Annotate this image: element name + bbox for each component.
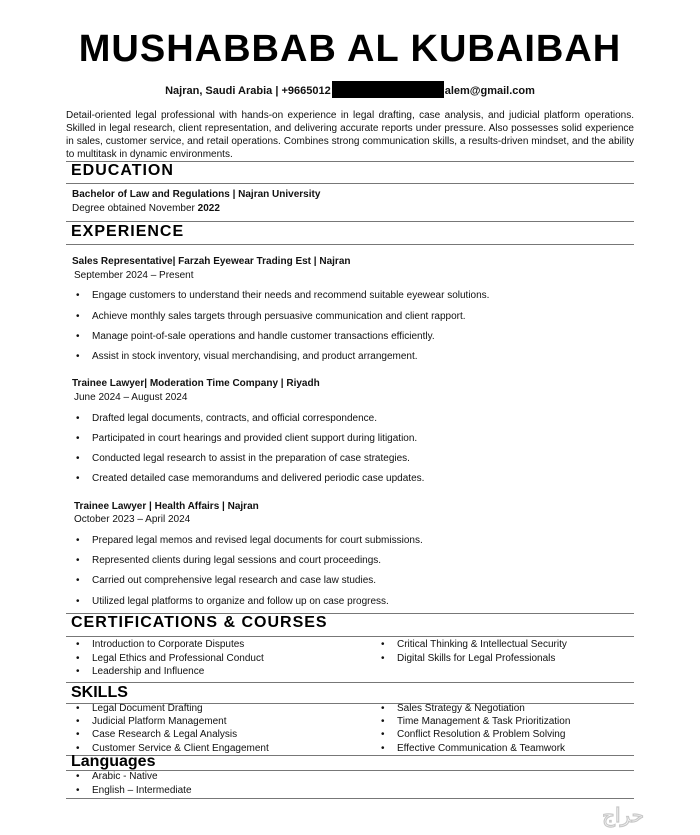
education-heading: EDUCATION	[71, 162, 174, 179]
language-text: English – Intermediate	[92, 785, 192, 796]
experience-heading: EXPERIENCE	[71, 223, 185, 240]
skill-item	[397, 703, 525, 715]
job-bullet	[92, 311, 466, 323]
professional-summary: Detail-oriented legal professional with hands-on experience in legal drafting, case analysis, and judicial platform operations. Skilled in legal research, client representation, and delivering accurate reports under pressure. Also possesses solid experience in sales, customer service, and retail operations. Combines strong communication skills, a results-driven mindset, and the ability to multitask in dynamic environments.	[66, 110, 634, 160]
section-divider	[66, 798, 634, 799]
bullet-glyph	[76, 639, 80, 651]
certification-text: Introduction to Corporate Disputes	[92, 639, 245, 650]
skill-item	[92, 703, 203, 715]
skill-text: Legal Document Drafting	[92, 703, 203, 714]
bullet-text: Represented clients during legal sessions and court proceedings.	[92, 555, 382, 566]
bullet-text: Manage point-of-sale operations and handle customer transactions efficiently.	[92, 331, 435, 342]
skill-text: Conflict Resolution & Problem Solving	[397, 729, 566, 740]
bullet-glyph	[76, 413, 80, 425]
bullet-glyph	[76, 703, 80, 715]
haraj-watermark-logo	[568, 801, 678, 829]
skill-text: Customer Service & Client Engagement	[92, 743, 269, 754]
bullet-glyph	[76, 351, 80, 363]
skill-item	[397, 716, 570, 728]
certifications-heading: CERTIFICATIONS & COURSES	[71, 614, 328, 631]
bullet-glyph	[76, 555, 80, 567]
bullet-glyph	[76, 311, 80, 323]
bullet-text: Carried out comprehensive legal research and case law studies.	[92, 575, 377, 586]
contact-email-suffix: alem@gmail.com	[444, 85, 535, 97]
bullet-glyph	[76, 596, 80, 608]
job-bullet	[92, 453, 410, 465]
job-title: Sales Representative| Farzah Eyewear Trading Est | Najran	[72, 256, 351, 267]
bullet-text: Engage customers to understand their needs and recommend suitable eyewear solutions.	[92, 290, 490, 301]
skill-item	[397, 743, 565, 755]
certification-text: Critical Thinking & Intellectual Security	[397, 639, 567, 650]
bullet-glyph	[381, 743, 385, 755]
bullet-glyph	[381, 716, 385, 728]
section-divider	[66, 682, 634, 683]
bullet-text: Participated in court hearings and provided client support during litigation.	[92, 433, 418, 444]
skill-item	[397, 729, 565, 741]
skill-text: Judicial Platform Management	[92, 716, 227, 727]
bullet-text: Drafted legal documents, contracts, and official correspondence.	[92, 413, 377, 424]
bullet-glyph	[76, 453, 80, 465]
skill-text: Time Management & Task Prioritization	[397, 716, 571, 727]
job-bullet	[92, 331, 435, 343]
skill-text: Effective Communication & Teamwork	[397, 743, 566, 754]
certification-text: Leadership and Influence	[92, 666, 205, 677]
obtained-label: Degree obtained November	[72, 203, 198, 214]
job-bullet	[92, 290, 489, 302]
job-bullet	[92, 575, 376, 587]
job-bullet	[92, 555, 381, 567]
certification-item	[92, 653, 264, 665]
bullet-text: Utilized legal platforms to organize and follow up on case progress.	[92, 596, 389, 607]
job-bullet	[92, 413, 377, 425]
bullet-text: Assist in stock inventory, visual merchandising, and product arrangement.	[92, 351, 418, 362]
bullet-glyph	[76, 535, 80, 547]
certification-item	[397, 653, 555, 665]
job-dates: June 2024 – August 2024	[74, 392, 188, 403]
bullet-glyph	[76, 653, 80, 665]
education-obtained	[72, 203, 220, 215]
certification-text: Digital Skills for Legal Professionals	[397, 653, 556, 664]
certification-item	[92, 666, 204, 678]
redaction-bar	[332, 81, 444, 98]
bullet-glyph	[76, 331, 80, 343]
certification-item	[92, 639, 244, 651]
job-title: Trainee Lawyer | Health Affairs | Najran	[74, 501, 259, 512]
job-bullet	[92, 535, 423, 547]
bullet-glyph	[76, 785, 80, 797]
language-item	[92, 785, 192, 797]
bullet-glyph	[76, 729, 80, 741]
watermark-text: حراج	[602, 803, 644, 827]
obtained-year: 2022	[197, 203, 220, 214]
bullet-glyph	[381, 653, 385, 665]
job-bullet	[92, 473, 424, 485]
job-dates: October 2023 – April 2024	[74, 514, 191, 525]
skill-item	[92, 729, 237, 741]
section-divider	[66, 636, 634, 637]
skill-text: Sales Strategy & Negotiation	[397, 703, 525, 714]
bullet-text: Created detailed case memorandums and delivered periodic case updates.	[92, 473, 425, 484]
skill-text: Case Research & Legal Analysis	[92, 729, 238, 740]
bullet-text: Prepared legal memos and revised legal documents for court submissions.	[92, 535, 423, 546]
bullet-glyph	[381, 729, 385, 741]
bullet-text: Conducted legal research to assist in the preparation of case strategies.	[92, 453, 410, 464]
bullet-glyph	[381, 639, 385, 651]
bullet-glyph	[76, 433, 80, 445]
bullet-glyph	[381, 703, 385, 715]
section-divider	[66, 183, 634, 184]
languages-heading: Languages	[71, 753, 156, 770]
candidate-name: MUSHABBAB AL KUBAIBAH	[78, 28, 622, 70]
job-title: Trainee Lawyer| Moderation Time Company | Riyadh	[72, 378, 320, 389]
skills-heading: SKILLS	[71, 684, 128, 701]
bullet-glyph	[76, 666, 80, 678]
section-divider	[66, 244, 634, 245]
bullet-glyph	[76, 771, 80, 783]
contact-prefix: Najran, Saudi Arabia | +9665012	[165, 85, 331, 97]
language-text: Arabic - Native	[92, 771, 158, 782]
bullet-glyph	[76, 473, 80, 485]
bullet-glyph	[76, 716, 80, 728]
bullet-glyph	[76, 575, 80, 587]
section-divider	[66, 221, 634, 222]
education-degree: Bachelor of Law and Regulations | Najran University	[72, 189, 321, 200]
bullet-glyph	[76, 290, 80, 302]
skill-item	[92, 716, 227, 728]
job-dates: September 2024 – Present	[74, 270, 194, 281]
bullet-text: Achieve monthly sales targets through persuasive communication and client rapport.	[92, 311, 466, 322]
certification-item	[397, 639, 567, 651]
contact-line	[0, 81, 700, 98]
language-item	[92, 771, 158, 783]
certification-text: Legal Ethics and Professional Conduct	[92, 653, 264, 664]
job-bullet	[92, 351, 418, 363]
job-bullet	[92, 596, 389, 608]
job-bullet	[92, 433, 417, 445]
